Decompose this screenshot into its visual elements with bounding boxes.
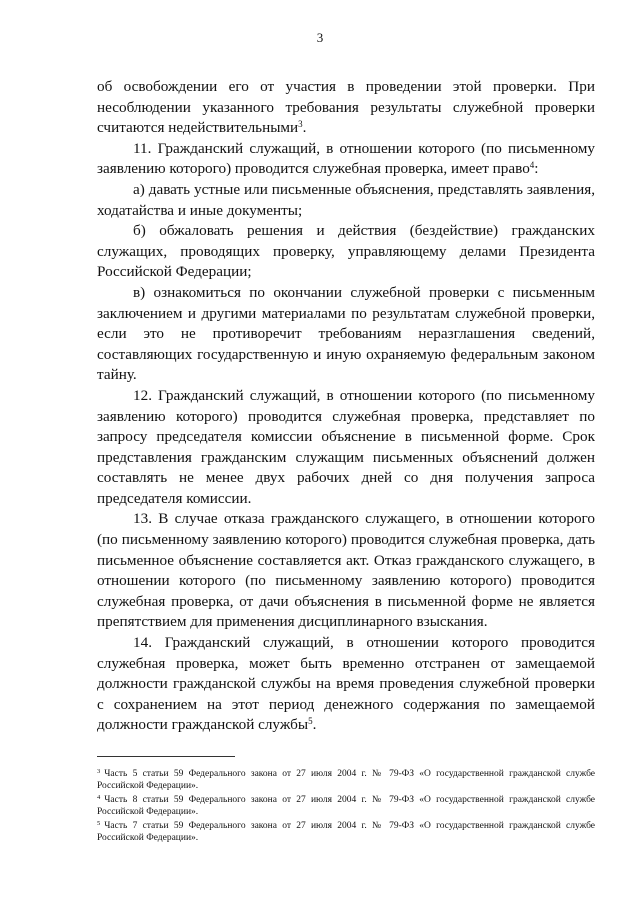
footnote-ref: 5 xyxy=(308,716,313,727)
page-number: 3 xyxy=(316,30,324,45)
paragraph-item-11: 11. Гражданский служащий, в отношении которого (по письменному заявлению которого) проводится служебная проверка, имеет право$^4$: xyxy=(97,139,595,178)
subitem-v: в) ознакомиться по окончании служебной проверки с письменным заключением и другими материалами по результатам служебной проверки, если это не противоречит требованиям неразглашения сведений, составляющих государственную и иную охраняемую федеральным законом тайну. xyxy=(97,283,595,384)
footnote-ref: 4 xyxy=(529,160,535,171)
footnote: $^3$ Часть 5 статьи 59 Федерального закона от 27 июля 2004 г. № 79-ФЗ «О государственной гражданской службе Российской Федерации». xyxy=(97,768,595,792)
footnote: $^5$ Часть 7 статьи 59 Федерального закона от 27 июля 2004 г. № 79-ФЗ «О государственной гражданской службе Российской Федерации». xyxy=(97,819,595,844)
footnote-number: 3 xyxy=(97,768,101,775)
paragraph-item-12: 12. Гражданский служащий, в отношении которого (по письменному заявлению которого) проводится служебная проверка, представляет по запросу председателя комиссии объяснение в письменной форме. Срок представления гражданским служащим письменных объяснений должен составлять не менее двух рабочих дней со дня получения запроса председателя комиссии. xyxy=(97,386,595,507)
subitem-a: а) давать устные или письменные объяснения, представлять заявления, ходатайства и иные документы; xyxy=(97,180,595,219)
subitem-b: б) обжаловать решения и действия (бездействие) гражданских служащих, проводящих проверку, управляющему делами Президента Российской Федерации; xyxy=(97,222,595,281)
paragraph-item-13: 13. В случае отказа гражданского служащего, в отношении которого (по письменному заявлению которого) проводится служебная проверка, дать письменное объяснение составляется акт. Отказ гражданского служащего, в отношении которого (по письменному заявлению которого) проводится служебная проверка, от дачи объяснения в письменной форме не является препятствием для применения дисциплинарного взыскания. xyxy=(97,510,595,631)
paragraph-item-14: 14. Гражданский служащий, в отношении которого проводится служебная проверка, может быть временно отстранен от замещаемой должности гражданской службы на время проведения служебной проверки с сохранением на этот период денежного содержания по замещаемой должности гражданской службы$^5$. xyxy=(97,634,595,734)
footnotes xyxy=(97,768,595,845)
paragraph-continuation: об освобождении его от участия в проведении этой проверки. При несоблюдении указанного требования результаты служебной проверки считаются недействительными$^3$. xyxy=(97,78,595,137)
footnote-number: 5 xyxy=(97,819,101,827)
body-text xyxy=(97,77,595,736)
footnote-separator xyxy=(97,756,235,757)
footnote: $^4$ Часть 8 статьи 59 Федерального закона от 27 июля 2004 г. № 79-ФЗ «О государственной гражданской службе Российской Федерации». xyxy=(97,793,595,818)
footnote-number: 4 xyxy=(97,793,101,801)
footnote-ref: 3 xyxy=(298,119,303,130)
